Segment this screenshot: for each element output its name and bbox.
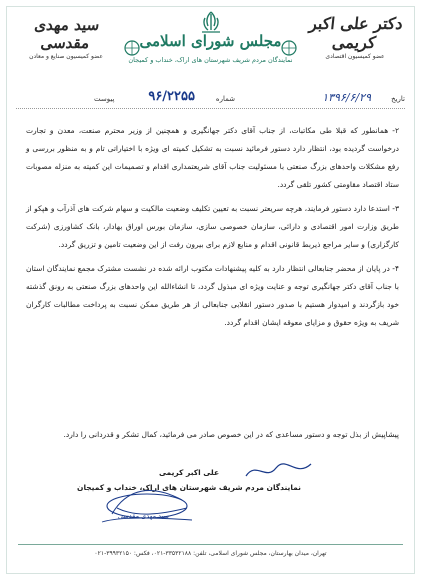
ornament-right-icon: [279, 38, 299, 58]
left-signature-role: عضو کمیسیون صنایع و معادن: [29, 53, 103, 60]
number-label: شماره: [215, 95, 235, 103]
left-letterhead-signature: [16, 16, 116, 60]
stamp-name: سید مهدی مقدسی: [118, 512, 169, 520]
footer-address: تهران، میدان بهارستان، مجلس شورای اسلامی، تلفن: ۳۳۵۳۲۱۸۸-۰۲۱، فکس: ۳۹۹۳۲۱۵۰-۰۲۱: [94, 550, 327, 557]
moghaddasi-signature-block: [92, 478, 202, 526]
paragraph-2: ۲- همانطور که قبلا طی مکاتبات، از جناب آقای دکتر جهانگیری و همچنین از وزیر محترم صنعت، معدن و تجارت درخواست گردیده بود، انتظار دارد دستور فرمائید نسبت به تشکیل کمیته ای ویژه با اختیاراتی تام و به منظور بررسی و رفع مشکلات واحدهای بزرگ صنعتی با مسئولیت جناب آقای شریعتمداری اقدام و تصمیمات این کمیته به منزله مصوبات ستاد اقتصاد مقاومتی کشور تلقی گردد.: [26, 126, 399, 189]
letter-body: [26, 122, 399, 338]
left-signature-name: سید مهدی مقدسی: [33, 16, 101, 52]
letterhead: [12, 10, 409, 88]
parliament-emblem-block: [122, 10, 299, 86]
right-letterhead-signature: [305, 14, 405, 60]
meta-divider: [16, 108, 405, 109]
signer-title: نمایندگان مردم شریف شهرستان های اراک، خنداب و کمیجان: [77, 483, 301, 492]
right-signature-role: عضو کمیسیون اقتصادی: [325, 53, 385, 60]
right-signature-name: دکتر علی اکبر کریمی: [308, 14, 404, 52]
parliament-title: مجلس شورای اسلامی: [139, 32, 282, 50]
paragraph-3: ۳- استدعا دارد دستور فرمایند، هرچه سریعتر نسبت به تعیین تکلیف وضعیت مالکیت و سهام شرکت های آذرآب و هپکو از طریق وزارت امور اقتصادی و دارائی، سازمان خصوصی سازی، سازمان بورس اوراق بهادار، بانک کشاورزی (شرکت کارگزاری) و سایر مراجع ذیربط قانونی اقدام و منابع لازم برای بیرون رفت از این وضعیت تامین و تزریق گردد.: [26, 204, 399, 249]
attachment-label: پیوست: [94, 95, 115, 103]
date-value: ۱۳۹۶/۶/۲۹: [322, 91, 371, 104]
signer-name: علی اکبر کریمی: [158, 468, 220, 477]
number-value: ۹۶/۲۲۵۵: [148, 89, 195, 104]
date-label: تاریخ: [391, 95, 405, 103]
paragraph-4: ۴- در پایان از محضر جنابعالی انتظار دارد به کلیه پیشنهادات مکتوب ارائه شده در نشست مشترک مجمع نمایندگان استان با جناب آقای دکتر جهانگیری توجه و عنایت ویژه ای مبذول گردد، تا انشاءالله این واحدهای بزرگ صنعتی به رونق گذشته خود بازگردند و امیدوار هستیم با صدور دستور انقلابی جنابعالی از هر طریق ممکن نسبت به پرداخت مطالبات کارگران شریف به ویژه حقوق و مزایای معوقه ایشان اقدام گردد.: [26, 264, 399, 327]
closing-paragraph: پیشاپیش از بذل توجه و دستور مساعدی که در این خصوص صادر می فرمائید، کمال تشکر و قدردانی را دارد.: [63, 430, 399, 439]
footer-divider: [18, 544, 403, 545]
parliament-subtitle: نمایندگان مردم شریف شهرستان های اراک، خنداب و کمیجان: [128, 56, 293, 64]
